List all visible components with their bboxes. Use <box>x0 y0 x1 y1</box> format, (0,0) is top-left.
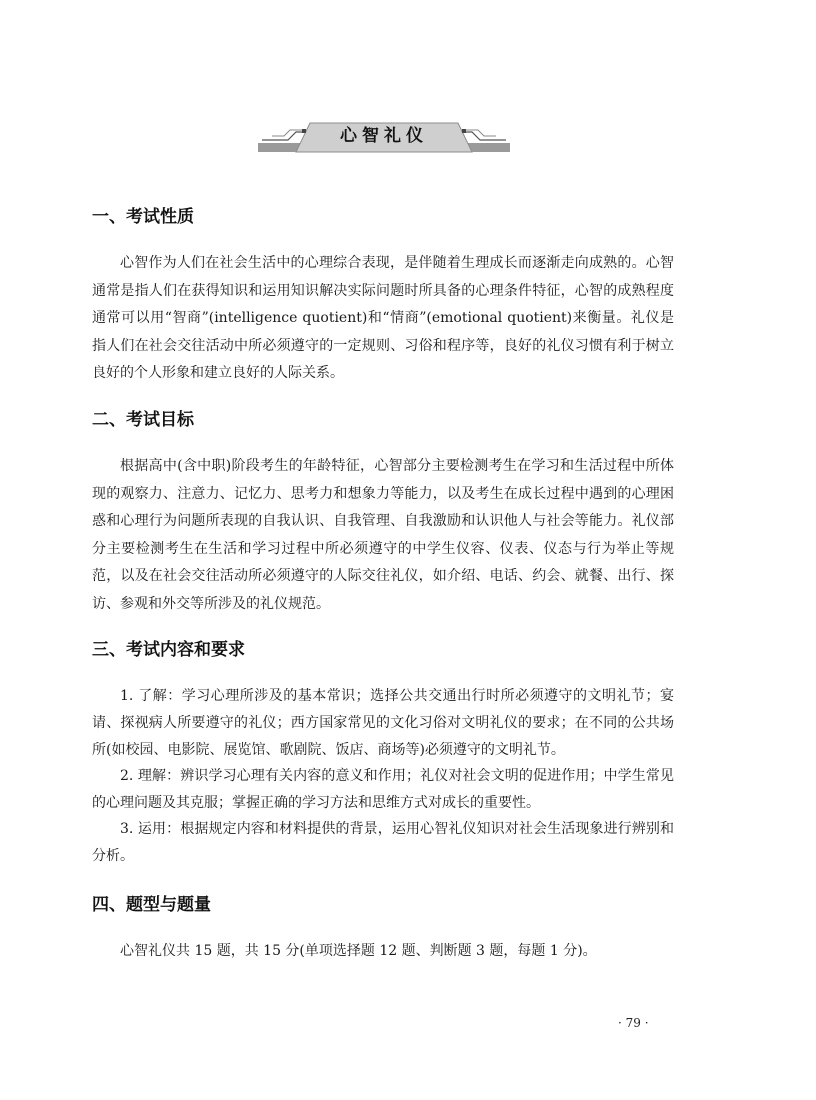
page-number: · 79 · <box>618 1016 649 1030</box>
page-title: 心智礼仪 <box>340 126 428 146</box>
paragraph-question-types: 心智礼仪共 15 题，共 15 分(单项选择题 12 题、判断题 3 题，每题 1 分)。 <box>120 943 597 959</box>
paragraph-nature: 心智作为人们在社会生活中的心理综合表现，是伴随着生理成长而逐渐走向成熟的。心智通常是指人们在获得知识和运用知识解决实际问题时所具备的心理条件特征，心智的成熟程度通常可以用“智商”(intelligence quotient)和“情商”(emotional quotient)来衡量。礼仪是指人们在社会交往活动中所必须遵守的一定规则、习俗和程序等，良好的礼仪习惯有利于树立良好的个人形象和建立良好的人际关系。 <box>92 255 674 381</box>
paragraph-content-comprehend: 2. 理解：辨识学习心理有关内容的意义和作用；礼仪对社会文明的促进作用；中学生常见的心理问题及其克服；掌握正确的学习方法和思维方式对成长的重要性。 <box>92 768 674 811</box>
section-heading-nature: 一、考试性质 <box>92 207 194 227</box>
title-banner <box>258 120 510 154</box>
paragraph-content-apply: 3. 运用：根据规定内容和材料提供的背景，运用心智礼仪知识对社会生活现象进行辨别和分析。 <box>92 821 674 864</box>
section-heading-question-types: 四、题型与题量 <box>92 895 211 915</box>
section-heading-objectives: 二、考试目标 <box>92 410 194 430</box>
section-heading-content: 三、考试内容和要求 <box>92 640 245 660</box>
paragraph-objectives: 根据高中(含中职)阶段考生的年龄特征，心智部分主要检测考生在学习和生活过程中所体现的观察力、注意力、记忆力、思考力和想象力等能力，以及考生在成长过程中遇到的心理困惑和心理行为问题所表现的自我认识、自我管理、自我激励和认识他人与社会等能力。礼仪部分主要检测考生在生活和学习过程中所必须遵守的中学生仪容、仪表、仪态与行为举止等规范，以及在社会交往活动所必须遵守的人际交往礼仪，如介绍、电话、约会、就餐、出行、探访、参观和外交等所涉及的礼仪规范。 <box>92 458 674 612</box>
paragraph-content-understand: 1. 了解：学习心理所涉及的基本常识；选择公共交通出行时所必须遵守的文明礼节；宴请、探视病人所要遵守的礼仪；西方国家常见的文化习俗对文明礼仪的要求；在不同的公共场所(如校园、电影院、展览馆、歌剧院、饭店、商场等)必须遵守的文明礼节。 <box>92 688 674 758</box>
